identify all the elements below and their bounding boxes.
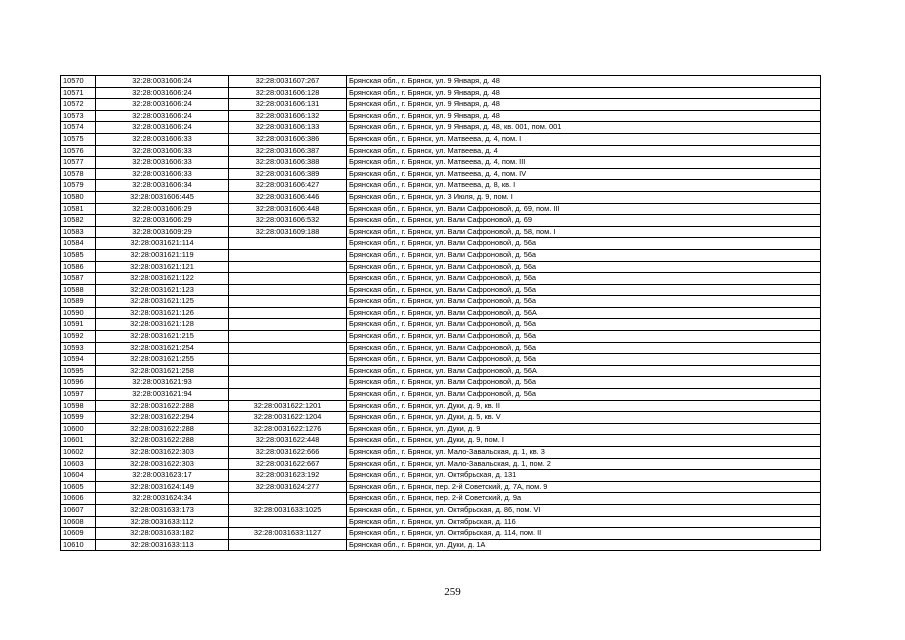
linked-cadastral-number-cell xyxy=(229,493,347,505)
cadastral-number-cell: 32:28:0031622:294 xyxy=(96,412,229,424)
row-number-cell: 10610 xyxy=(61,539,96,551)
table-row xyxy=(61,470,821,482)
table-row xyxy=(61,122,821,134)
address-cell: Брянская обл., г. Брянск, ул. Вали Сафроновой, д. 56а xyxy=(347,284,821,296)
address-cell: Брянская обл., г. Брянск, ул. Вали Сафроновой, д. 56а xyxy=(347,389,821,401)
row-number-cell: 10600 xyxy=(61,423,96,435)
cadastral-number-cell: 32:28:0031623:17 xyxy=(96,470,229,482)
table-row xyxy=(61,307,821,319)
address-cell: Брянская обл., г. Брянск, ул. Октябрьская, д. 114, пом. II xyxy=(347,528,821,540)
linked-cadastral-number-cell: 32:28:0031622:1201 xyxy=(229,400,347,412)
cadastral-number-cell: 32:28:0031622:288 xyxy=(96,423,229,435)
cadastral-number-cell: 32:28:0031621:125 xyxy=(96,296,229,308)
cadastral-number-cell: 32:28:0031621:93 xyxy=(96,377,229,389)
address-cell: Брянская обл., г. Брянск, ул. Октябрьская, д. 131 xyxy=(347,470,821,482)
address-cell: Брянская обл., г. Брянск, ул. Вали Сафроновой, д. 56а xyxy=(347,354,821,366)
cadastral-number-cell: 32:28:0031633:113 xyxy=(96,539,229,551)
row-number-cell: 10594 xyxy=(61,354,96,366)
table-row xyxy=(61,145,821,157)
address-cell: Брянская обл., г. Брянск, ул. Вали Сафроновой, д. 69 xyxy=(347,215,821,227)
cadastral-number-cell: 32:28:0031622:288 xyxy=(96,435,229,447)
address-cell: Брянская обл., г. Брянск, ул. Вали Сафроновой, д. 56а xyxy=(347,319,821,331)
address-cell: Брянская обл., г. Брянск, ул. Октябрьская, д. 116 xyxy=(347,516,821,528)
address-cell: Брянская обл., г. Брянск, ул. Мало-Завальская, д. 1, пом. 2 xyxy=(347,458,821,470)
cadastral-number-cell: 32:28:0031606:24 xyxy=(96,76,229,88)
row-number-cell: 10604 xyxy=(61,470,96,482)
row-number-cell: 10591 xyxy=(61,319,96,331)
row-number-cell: 10598 xyxy=(61,400,96,412)
table-row xyxy=(61,400,821,412)
cadastral-number-cell: 32:28:0031606:24 xyxy=(96,122,229,134)
address-cell: Брянская обл., г. Брянск, ул. Октябрьская, д. 86, пом. VI xyxy=(347,504,821,516)
table-row xyxy=(61,447,821,459)
table-row xyxy=(61,377,821,389)
linked-cadastral-number-cell xyxy=(229,261,347,273)
table-row xyxy=(61,191,821,203)
cadastral-number-cell: 32:28:0031622:303 xyxy=(96,458,229,470)
address-cell: Брянская обл., г. Брянск, ул. Матвеева, д. 4, пом. I xyxy=(347,133,821,145)
linked-cadastral-number-cell xyxy=(229,389,347,401)
linked-cadastral-number-cell xyxy=(229,296,347,308)
cadastral-number-cell: 32:28:0031622:303 xyxy=(96,447,229,459)
linked-cadastral-number-cell: 32:28:0031606:389 xyxy=(229,168,347,180)
address-cell: Брянская обл., г. Брянск, ул. Вали Сафроновой, д. 56А xyxy=(347,307,821,319)
table-row xyxy=(61,504,821,516)
table-row xyxy=(61,354,821,366)
row-number-cell: 10576 xyxy=(61,145,96,157)
linked-cadastral-number-cell: 32:28:0031606:133 xyxy=(229,122,347,134)
linked-cadastral-number-cell: 32:28:0031633:1127 xyxy=(229,528,347,540)
cadastral-number-cell: 32:28:0031606:34 xyxy=(96,180,229,192)
row-number-cell: 10597 xyxy=(61,389,96,401)
address-cell: Брянская обл., г. Брянск, ул. Вали Сафроновой, д. 56а xyxy=(347,342,821,354)
linked-cadastral-number-cell: 32:28:0031606:427 xyxy=(229,180,347,192)
row-number-cell: 10599 xyxy=(61,412,96,424)
address-cell: Брянская обл., г. Брянск, ул. Вали Сафроновой, д. 56а xyxy=(347,377,821,389)
linked-cadastral-number-cell: 32:28:0031622:1276 xyxy=(229,423,347,435)
address-cell: Брянская обл., г. Брянск, ул. 9 Января, д. 48, кв. 001, пом. 001 xyxy=(347,122,821,134)
address-cell: Брянская обл., г. Брянск, пер. 2-й Советский, д. 9а xyxy=(347,493,821,505)
cadastral-number-cell: 32:28:0031621:121 xyxy=(96,261,229,273)
linked-cadastral-number-cell: 32:28:0031606:446 xyxy=(229,191,347,203)
address-cell: Брянская обл., г. Брянск, ул. Вали Сафроновой, д. 58, пом. I xyxy=(347,226,821,238)
linked-cadastral-number-cell: 32:28:0031622:666 xyxy=(229,447,347,459)
linked-cadastral-number-cell: 32:28:0031623:192 xyxy=(229,470,347,482)
linked-cadastral-number-cell: 32:28:0031606:132 xyxy=(229,110,347,122)
linked-cadastral-number-cell: 32:28:0031633:1025 xyxy=(229,504,347,516)
page-number: 259 xyxy=(444,586,461,598)
table-row xyxy=(61,249,821,261)
linked-cadastral-number-cell: 32:28:0031607:267 xyxy=(229,76,347,88)
row-number-cell: 10571 xyxy=(61,87,96,99)
table-row xyxy=(61,203,821,215)
linked-cadastral-number-cell: 32:28:0031606:131 xyxy=(229,99,347,111)
cadastral-number-cell: 32:28:0031633:182 xyxy=(96,528,229,540)
address-cell: Брянская обл., г. Брянск, ул. Дуки, д. 9, кв. II xyxy=(347,400,821,412)
linked-cadastral-number-cell: 32:28:0031606:128 xyxy=(229,87,347,99)
table-row xyxy=(61,493,821,505)
row-number-cell: 10588 xyxy=(61,284,96,296)
table-row xyxy=(61,528,821,540)
cadastral-number-cell: 32:28:0031621:255 xyxy=(96,354,229,366)
cadastral-number-cell: 32:28:0031621:119 xyxy=(96,249,229,261)
row-number-cell: 10573 xyxy=(61,110,96,122)
linked-cadastral-number-cell: 32:28:0031606:448 xyxy=(229,203,347,215)
table-row xyxy=(61,215,821,227)
cadastral-number-cell: 32:28:0031621:122 xyxy=(96,273,229,285)
table-row xyxy=(61,539,821,551)
linked-cadastral-number-cell xyxy=(229,249,347,261)
address-cell: Брянская обл., г. Брянск, ул. 9 Января, д. 48 xyxy=(347,99,821,111)
table-row xyxy=(61,110,821,122)
table-row xyxy=(61,76,821,88)
row-number-cell: 10575 xyxy=(61,133,96,145)
cadastral-number-cell: 32:28:0031606:29 xyxy=(96,203,229,215)
linked-cadastral-number-cell xyxy=(229,377,347,389)
address-cell: Брянская обл., г. Брянск, ул. Дуки, д. 5, кв. V xyxy=(347,412,821,424)
row-number-cell: 10581 xyxy=(61,203,96,215)
linked-cadastral-number-cell: 32:28:0031606:386 xyxy=(229,133,347,145)
address-cell: Брянская обл., г. Брянск, ул. Матвеева, д. 4, пом. III xyxy=(347,157,821,169)
linked-cadastral-number-cell xyxy=(229,273,347,285)
table-row xyxy=(61,319,821,331)
row-number-cell: 10605 xyxy=(61,481,96,493)
table-row xyxy=(61,389,821,401)
row-number-cell: 10578 xyxy=(61,168,96,180)
table-row xyxy=(61,284,821,296)
cadastral-number-cell: 32:28:0031621:254 xyxy=(96,342,229,354)
table-row xyxy=(61,168,821,180)
address-cell: Брянская обл., г. Брянск, ул. 9 Января, д. 48 xyxy=(347,87,821,99)
address-cell: Брянская обл., г. Брянск, ул. Мало-Завальская, д. 1, кв. 3 xyxy=(347,447,821,459)
table-row xyxy=(61,87,821,99)
cadastral-number-cell: 32:28:0031622:288 xyxy=(96,400,229,412)
row-number-cell: 10584 xyxy=(61,238,96,250)
table-row xyxy=(61,99,821,111)
linked-cadastral-number-cell: 32:28:0031624:277 xyxy=(229,481,347,493)
address-cell: Брянская обл., г. Брянск, ул. 9 Января, д. 48 xyxy=(347,110,821,122)
row-number-cell: 10574 xyxy=(61,122,96,134)
address-cell: Брянская обл., г. Брянск, ул. Матвеева, д. 4, пом. IV xyxy=(347,168,821,180)
table-row xyxy=(61,365,821,377)
row-number-cell: 10603 xyxy=(61,458,96,470)
row-number-cell: 10585 xyxy=(61,249,96,261)
row-number-cell: 10570 xyxy=(61,76,96,88)
cadastral-number-cell: 32:28:0031624:34 xyxy=(96,493,229,505)
row-number-cell: 10601 xyxy=(61,435,96,447)
registry-table-body xyxy=(61,76,821,551)
table-row xyxy=(61,296,821,308)
address-cell: Брянская обл., г. Брянск, ул. Вали Сафроновой, д. 56а xyxy=(347,238,821,250)
row-number-cell: 10609 xyxy=(61,528,96,540)
cadastral-number-cell: 32:28:0031606:24 xyxy=(96,99,229,111)
row-number-cell: 10602 xyxy=(61,447,96,459)
table-row xyxy=(61,238,821,250)
address-cell: Брянская обл., г. Брянск, ул. 3 Июля, д. 9, пом. I xyxy=(347,191,821,203)
linked-cadastral-number-cell: 32:28:0031622:667 xyxy=(229,458,347,470)
linked-cadastral-number-cell xyxy=(229,331,347,343)
row-number-cell: 10587 xyxy=(61,273,96,285)
address-cell: Брянская обл., г. Брянск, ул. 9 Января, д. 48 xyxy=(347,76,821,88)
row-number-cell: 10589 xyxy=(61,296,96,308)
row-number-cell: 10580 xyxy=(61,191,96,203)
table-row xyxy=(61,157,821,169)
address-cell: Брянская обл., г. Брянск, ул. Вали Сафроновой, д. 56а xyxy=(347,296,821,308)
linked-cadastral-number-cell xyxy=(229,319,347,331)
table-row xyxy=(61,180,821,192)
row-number-cell: 10606 xyxy=(61,493,96,505)
cadastral-number-cell: 32:28:0031621:215 xyxy=(96,331,229,343)
row-number-cell: 10595 xyxy=(61,365,96,377)
address-cell: Брянская обл., г. Брянск, ул. Дуки, д. 1А xyxy=(347,539,821,551)
row-number-cell: 10586 xyxy=(61,261,96,273)
table-row xyxy=(61,261,821,273)
cadastral-number-cell: 32:28:0031606:24 xyxy=(96,87,229,99)
table-row xyxy=(61,273,821,285)
linked-cadastral-number-cell xyxy=(229,307,347,319)
address-cell: Брянская обл., г. Брянск, ул. Дуки, д. 9 xyxy=(347,423,821,435)
cadastral-number-cell: 32:28:0031621:126 xyxy=(96,307,229,319)
cadastral-number-cell: 32:28:0031621:258 xyxy=(96,365,229,377)
address-cell: Брянская обл., г. Брянск, ул. Вали Сафроновой, д. 56а xyxy=(347,249,821,261)
linked-cadastral-number-cell xyxy=(229,342,347,354)
cadastral-number-cell: 32:28:0031621:114 xyxy=(96,238,229,250)
row-number-cell: 10592 xyxy=(61,331,96,343)
address-cell: Брянская обл., г. Брянск, ул. Вали Сафроновой, д. 56а xyxy=(347,261,821,273)
row-number-cell: 10577 xyxy=(61,157,96,169)
row-number-cell: 10579 xyxy=(61,180,96,192)
row-number-cell: 10608 xyxy=(61,516,96,528)
linked-cadastral-number-cell: 32:28:0031609:188 xyxy=(229,226,347,238)
cadastral-number-cell: 32:28:0031621:128 xyxy=(96,319,229,331)
table-row xyxy=(61,481,821,493)
address-cell: Брянская обл., г. Брянск, ул. Дуки, д. 9, пом. I xyxy=(347,435,821,447)
linked-cadastral-number-cell xyxy=(229,365,347,377)
row-number-cell: 10607 xyxy=(61,504,96,516)
linked-cadastral-number-cell xyxy=(229,539,347,551)
linked-cadastral-number-cell: 32:28:0031606:387 xyxy=(229,145,347,157)
row-number-cell: 10593 xyxy=(61,342,96,354)
cadastral-number-cell: 32:28:0031633:173 xyxy=(96,504,229,516)
linked-cadastral-number-cell xyxy=(229,354,347,366)
address-cell: Брянская обл., г. Брянск, ул. Вали Сафроновой, д. 69, пом. III xyxy=(347,203,821,215)
cadastral-number-cell: 32:28:0031606:33 xyxy=(96,168,229,180)
linked-cadastral-number-cell xyxy=(229,238,347,250)
cadastral-number-cell: 32:28:0031609:29 xyxy=(96,226,229,238)
table-row xyxy=(61,435,821,447)
row-number-cell: 10583 xyxy=(61,226,96,238)
table-row xyxy=(61,226,821,238)
address-cell: Брянская обл., г. Брянск, ул. Вали Сафроновой, д. 56а xyxy=(347,273,821,285)
cadastral-registry-table xyxy=(60,75,821,551)
linked-cadastral-number-cell: 32:28:0031606:388 xyxy=(229,157,347,169)
address-cell: Брянская обл., г. Брянск, ул. Вали Сафроновой, д. 56а xyxy=(347,331,821,343)
cadastral-number-cell: 32:28:0031621:123 xyxy=(96,284,229,296)
row-number-cell: 10596 xyxy=(61,377,96,389)
cadastral-number-cell: 32:28:0031606:445 xyxy=(96,191,229,203)
cadastral-number-cell: 32:28:0031606:33 xyxy=(96,157,229,169)
cadastral-number-cell: 32:28:0031606:29 xyxy=(96,215,229,227)
address-cell: Брянская обл., г. Брянск, ул. Матвеева, д. 8, кв. I xyxy=(347,180,821,192)
table-row xyxy=(61,458,821,470)
table-row xyxy=(61,331,821,343)
row-number-cell: 10590 xyxy=(61,307,96,319)
linked-cadastral-number-cell: 32:28:0031606:532 xyxy=(229,215,347,227)
table-row xyxy=(61,516,821,528)
cadastral-number-cell: 32:28:0031606:33 xyxy=(96,133,229,145)
cadastral-number-cell: 32:28:0031621:94 xyxy=(96,389,229,401)
cadastral-number-cell: 32:28:0031606:33 xyxy=(96,145,229,157)
cadastral-number-cell: 32:28:0031633:112 xyxy=(96,516,229,528)
linked-cadastral-number-cell: 32:28:0031622:448 xyxy=(229,435,347,447)
cadastral-number-cell: 32:28:0031624:149 xyxy=(96,481,229,493)
table-row xyxy=(61,412,821,424)
table-row xyxy=(61,133,821,145)
cadastral-number-cell: 32:28:0031606:24 xyxy=(96,110,229,122)
linked-cadastral-number-cell: 32:28:0031622:1204 xyxy=(229,412,347,424)
address-cell: Брянская обл., г. Брянск, пер. 2-й Советский, д. 7А, пом. 9 xyxy=(347,481,821,493)
address-cell: Брянская обл., г. Брянск, ул. Вали Сафроновой, д. 56А xyxy=(347,365,821,377)
linked-cadastral-number-cell xyxy=(229,516,347,528)
linked-cadastral-number-cell xyxy=(229,284,347,296)
row-number-cell: 10572 xyxy=(61,99,96,111)
table-row xyxy=(61,423,821,435)
row-number-cell: 10582 xyxy=(61,215,96,227)
table-row xyxy=(61,342,821,354)
address-cell: Брянская обл., г. Брянск, ул. Матвеева, д. 4 xyxy=(347,145,821,157)
